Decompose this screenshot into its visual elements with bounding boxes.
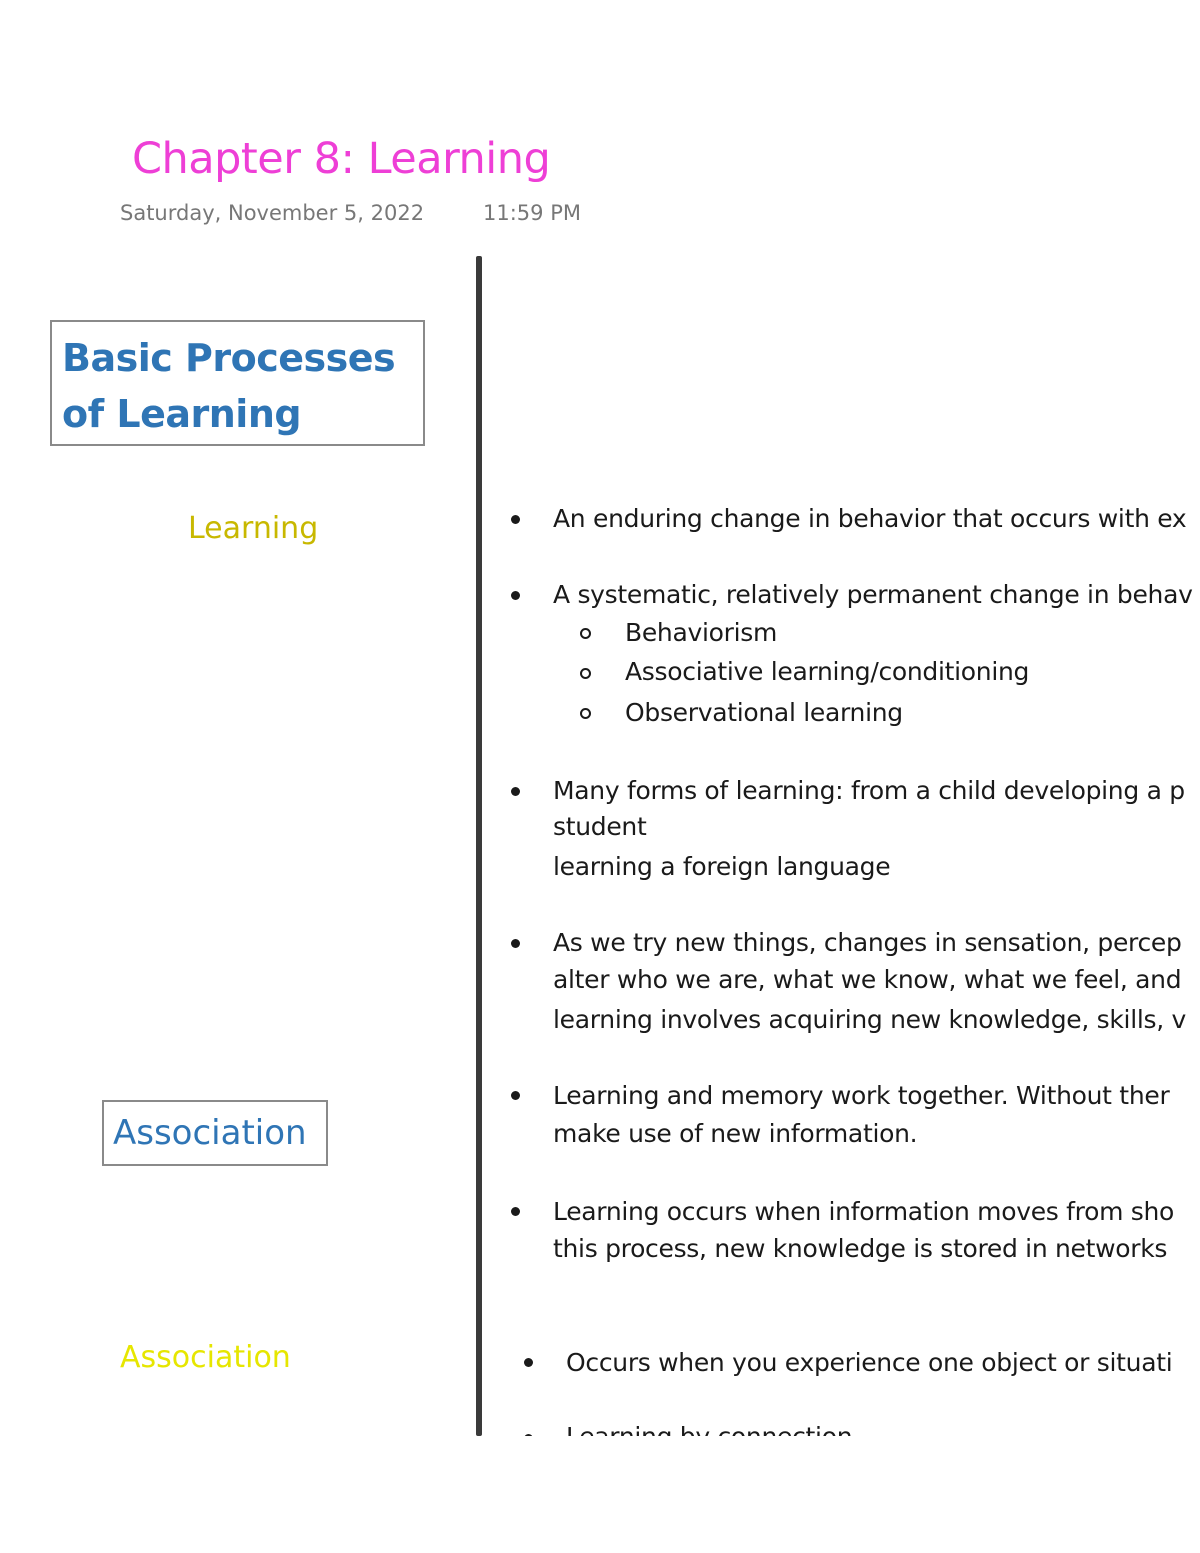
page-bottom-mask [0,1436,1200,1553]
sub-bullet-3 [580,708,591,719]
note-3-line-1: Many forms of learning: from a child developing a p [553,776,1185,805]
bullet-dot-3 [511,787,520,796]
note-7: Occurs when you experience one object or situati [566,1348,1173,1377]
section-heading: Basic Processes of Learning [62,336,396,436]
note-1: An enduring change in behavior that occurs with ex [553,504,1187,533]
note-2-sub-1: Behaviorism [625,618,778,647]
page-date: Saturday, November 5, 2022 [120,201,425,225]
note-6-line-2: this process, new knowledge is stored in networks [553,1234,1168,1263]
page-title: Chapter 8: Learning [132,134,551,184]
note-4-line-1: As we try new things, changes in sensation, percep [553,928,1182,957]
sub-bullet-1 [580,628,591,639]
bullet-dot-1 [511,515,520,524]
note-2-sub-3: Observational learning [625,698,903,727]
bullet-dot-5 [511,1091,520,1100]
note-3-line-3: learning a foreign language [553,852,891,881]
bullet-dot-2 [511,591,520,600]
sub-bullet-2 [580,668,591,679]
learning-label: Learning [188,511,319,546]
bullet-dot-6 [511,1207,520,1216]
bullet-dot-4 [511,939,520,948]
page-time: 11:59 PM [483,201,581,225]
note-2: A systematic, relatively permanent change in behav [553,580,1193,609]
note-2-sub-2: Associative learning/conditioning [625,657,1030,686]
note-4-line-2: alter who we are, what we know, what we feel, and [553,965,1182,994]
note-4-line-3: learning involves acquiring new knowledge, skills, v [553,1005,1186,1034]
association-box-label: Association [113,1113,307,1153]
bullet-dot-7 [524,1358,533,1367]
note-5-line-2: make use of new information. [553,1119,918,1148]
association-label: Association [120,1340,291,1375]
note-5-line-1: Learning and memory work together. Without ther [553,1081,1170,1110]
note-6-line-1: Learning occurs when information moves from sho [553,1197,1175,1226]
note-3-line-2: student [553,812,647,841]
